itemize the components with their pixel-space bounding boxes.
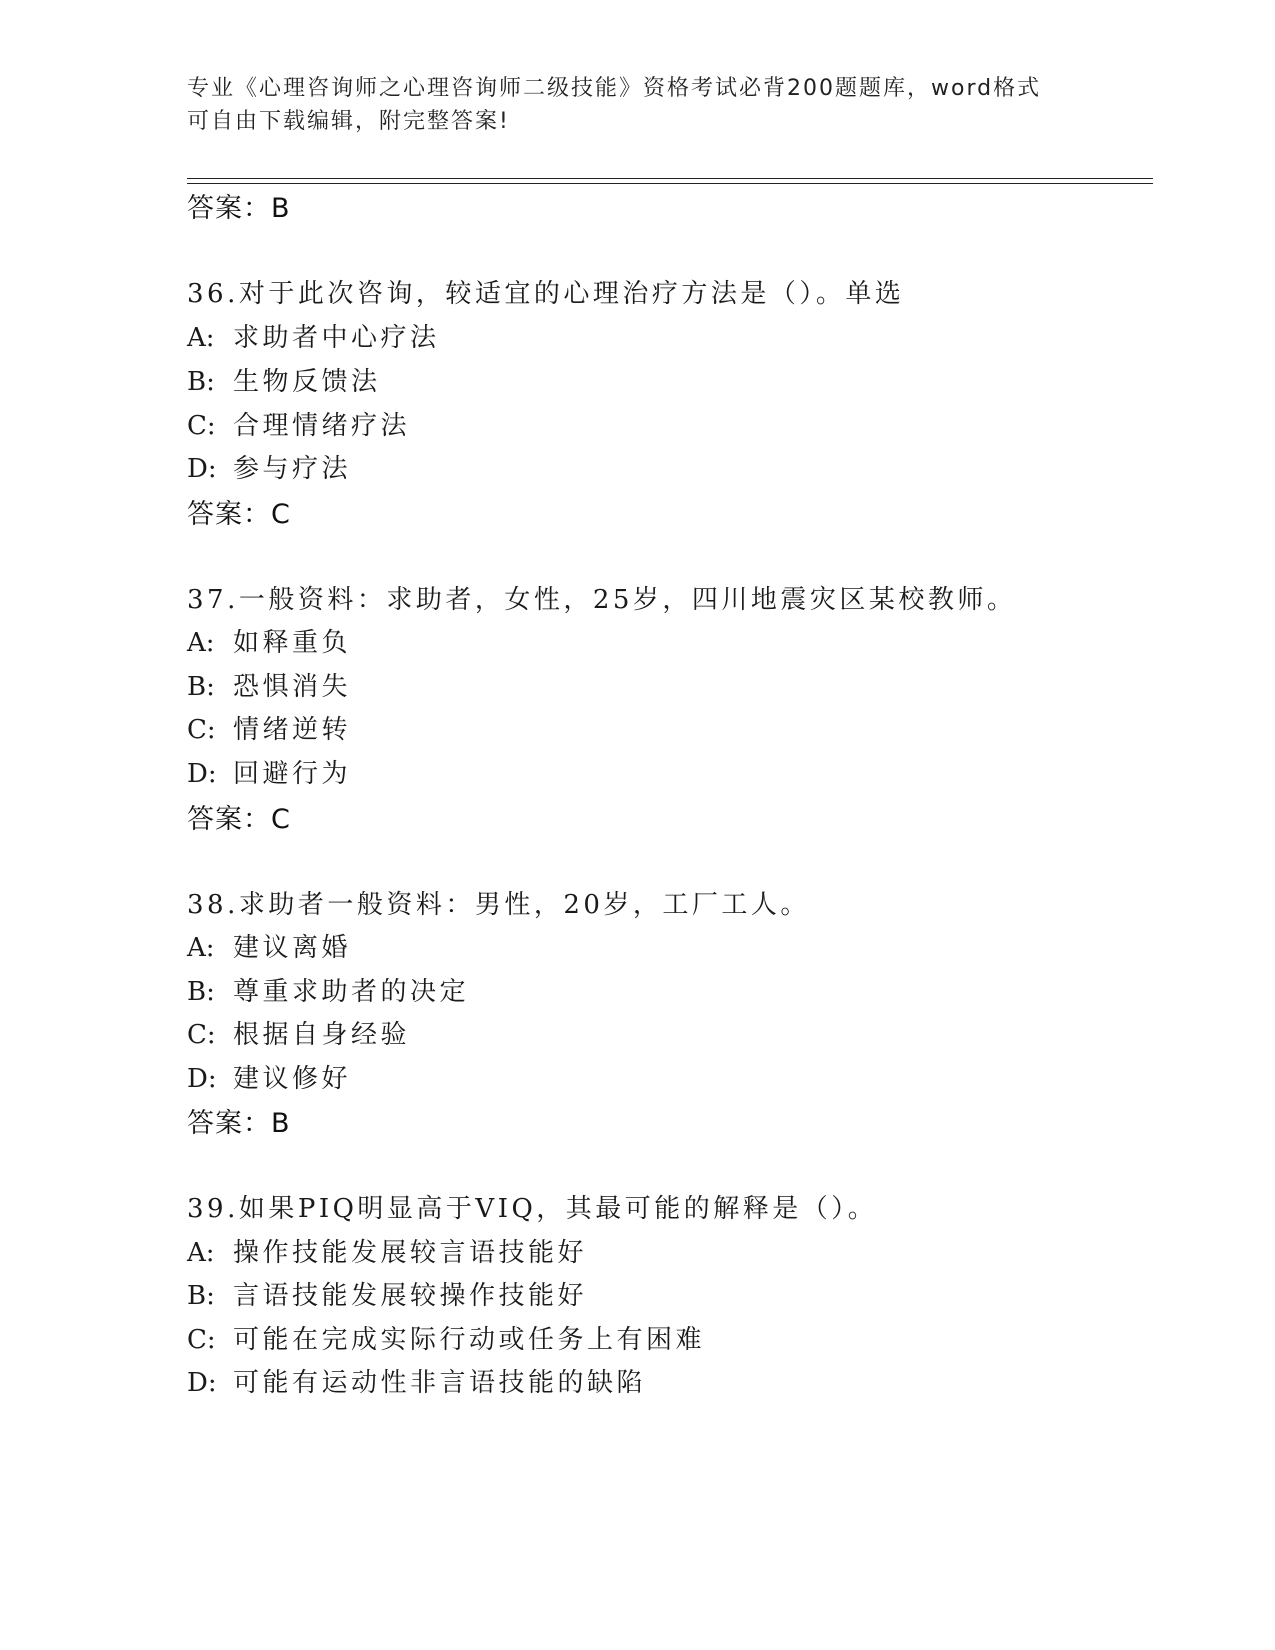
answer-37: 答案：C [187,804,291,835]
option-text: 可能在完成实际行动或任务上有困难 [233,1325,706,1355]
header-rule-bottom [187,183,1153,184]
option-letter: D: [187,759,217,789]
option-letter: A: [187,933,215,963]
option-text: 合理情绪疗法 [233,411,411,441]
option-letter: B: [187,1281,215,1311]
question-36-title: 36.对于此次咨询，较适宜的心理治疗方法是（）。单选 [187,279,905,309]
header-line-2: 可自由下载编辑，附完整答案! [187,109,510,134]
document-header [187,72,1087,138]
question-38-option-a [187,927,351,964]
option-letter: C: [187,1325,216,1355]
question-36-option-b [187,361,381,398]
answer-36: 答案：C [187,499,291,530]
question-39-option-c [187,1319,705,1356]
option-text: 尊重求助者的决定 [233,977,470,1007]
option-text: 操作技能发展较言语技能好 [233,1238,588,1268]
option-text: 求助者中心疗法 [233,323,440,353]
option-letter: D: [187,1064,217,1094]
question-37-option-c [187,709,351,746]
option-text: 建议离婚 [233,933,352,963]
option-text: 情绪逆转 [233,715,352,745]
question-36-option-d [187,448,351,485]
option-letter: A: [187,628,215,658]
option-text: 生物反馈法 [233,367,381,397]
option-letter: A: [187,1238,215,1268]
option-letter: C: [187,1020,216,1050]
option-text: 如释重负 [233,628,352,658]
header-line-1: 专业《心理咨询师之心理咨询师二级技能》资格考试必背200题题库，word格式 [187,76,1042,101]
header-rule-top [187,178,1153,179]
option-text: 建议修好 [233,1064,352,1094]
question-38-option-d [187,1058,351,1095]
option-letter: B: [187,367,215,397]
option-letter: C: [187,715,216,745]
answer-38: 答案：B [187,1108,291,1139]
question-39-title: 39.如果PIQ明显高于VIQ，其最可能的解释是（）。 [187,1194,878,1224]
option-letter: B: [187,672,215,702]
option-text: 可能有运动性非言语技能的缺陷 [233,1368,647,1398]
option-letter: A: [187,323,215,353]
question-39-option-b [187,1275,587,1312]
option-letter: B: [187,977,215,1007]
question-37-option-d [187,753,351,790]
option-text: 参与疗法 [233,454,352,484]
option-text: 根据自身经验 [233,1020,411,1050]
option-letter: D: [187,454,217,484]
question-36-option-c [187,405,410,442]
option-text: 恐惧消失 [233,672,352,702]
question-37-option-b [187,666,351,703]
question-37-option-a [187,622,351,659]
option-letter: D: [187,1368,217,1398]
question-37-title: 37.一般资料：求助者，女性，25岁，四川地震灾区某校教师。 [187,585,1017,615]
question-39-option-a [187,1232,587,1269]
option-text: 言语技能发展较操作技能好 [233,1281,588,1311]
option-letter: C: [187,411,216,441]
question-36-option-a [187,317,440,354]
answer-35: 答案：B [187,193,291,224]
question-39-option-d [187,1362,646,1399]
question-38-title: 38.求助者一般资料：男性，20岁，工厂工人。 [187,890,810,920]
option-text: 回避行为 [233,759,352,789]
question-38-option-c [187,1014,410,1051]
question-38-option-b [187,971,469,1008]
